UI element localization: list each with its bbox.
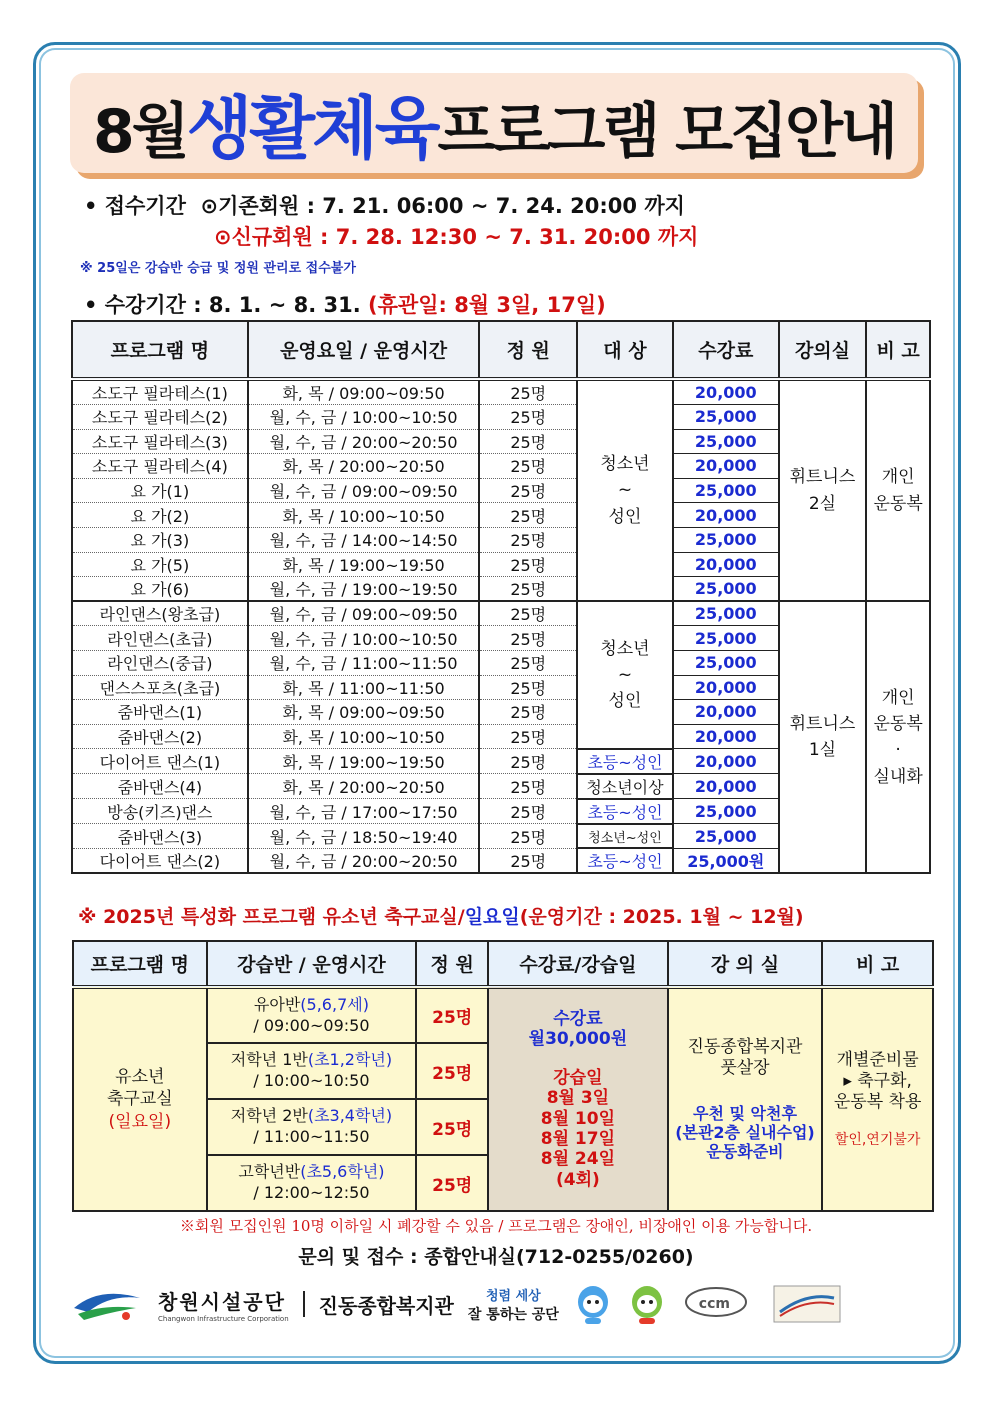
program-fee: 25,000 [673, 824, 779, 849]
header-program: 프로그램 명 [72, 321, 248, 379]
program-capacity: 25명 [479, 848, 577, 873]
soccer-rain: 우천 및 악천후 (본관2층 실내수업) 운동화준비 [675, 1104, 815, 1162]
program-schedule: 월, 수, 금 / 18:50~19:40 [248, 824, 480, 849]
program-name: 줌바댄스(2) [72, 724, 248, 749]
program-name: 댄스스포츠(초급) [72, 675, 248, 700]
mascot-blue-icon [573, 1282, 613, 1326]
program-fee: 20,000 [673, 675, 779, 700]
program-name: 요 가(3) [72, 527, 248, 552]
room: 휘트니스 1실 [779, 601, 867, 873]
center-logo [319, 1290, 454, 1319]
program-name: 줌바댄스(4) [72, 774, 248, 799]
program-capacity: 25명 [479, 601, 577, 626]
program-fee: 20,000 [673, 503, 779, 528]
program-fee: 25,000원 [673, 848, 779, 873]
program-name: 라인댄스(초급) [72, 626, 248, 651]
program-fee: 25,000 [673, 405, 779, 430]
org-logo [158, 1286, 289, 1323]
program-schedule: 월, 수, 금 / 10:00~10:50 [248, 405, 480, 430]
program-name: 소도구 필라테스(1) [72, 379, 248, 405]
header-target: 대 상 [577, 321, 673, 379]
soccer-table [72, 940, 934, 1212]
special-suffix: (운영기간 : 2025. 1월 ~ 12월) [519, 906, 804, 928]
program-capacity: 25명 [479, 552, 577, 577]
program-fee: 20,000 [673, 454, 779, 479]
program-capacity: 25명 [479, 429, 577, 454]
class-name: 저학년 2반 [230, 1106, 308, 1126]
registration-note: ※ 25일은 강습반 승급 및 정원 관리로 접수불가 [80, 261, 356, 276]
soccer-room-cell [668, 987, 823, 1211]
ccm-text: ccm [698, 1296, 730, 1312]
program-name: 다이어트 댄스(2) [72, 848, 248, 873]
soccer-program [73, 987, 207, 1211]
program-schedule: 화, 목 / 20:00~20:50 [248, 454, 480, 479]
class-time: / 12:00~12:50 [253, 1183, 370, 1202]
program-name: 방송(키즈)댄스 [72, 799, 248, 824]
program-name: 요 가(5) [72, 552, 248, 577]
registration-label: • 접수기간 [84, 194, 186, 218]
logo-divider [303, 1291, 305, 1317]
soccer-class [207, 1043, 417, 1099]
program-schedule: 월, 수, 금 / 17:00~17:50 [248, 799, 480, 824]
soccer-note-cell [822, 987, 933, 1211]
program-name: 소도구 필라테스(3) [72, 429, 248, 454]
soccer-note: 개별준비물 ▸ 축구화, 운동복 착용 [833, 1049, 922, 1113]
program-schedule: 월, 수, 금 / 20:00~20:50 [248, 848, 480, 873]
program-capacity: 25명 [479, 379, 577, 405]
class-grade: (초3,4학년) [307, 1106, 393, 1126]
special-sunday: 일요일 [464, 906, 520, 928]
table-row [72, 601, 930, 626]
soccer-header-class: 강습반 / 운영시간 [207, 941, 417, 987]
header-room: 강의실 [779, 321, 867, 379]
program-capacity: 25명 [479, 749, 577, 774]
note: 개인 운동복 · 실내화 [866, 601, 930, 873]
title-main: 생활체육 [186, 89, 438, 169]
slogan-logo [468, 1285, 559, 1324]
program-name: 소도구 필라테스(2) [72, 405, 248, 430]
footer-contact: 문의 및 접수 : 종합안내실(712-0255/0260) [298, 1246, 694, 1268]
program-capacity: 25명 [479, 577, 577, 602]
program-fee: 20,000 [673, 379, 779, 405]
note: 개인 운동복 [866, 379, 930, 601]
registration-existing [84, 190, 685, 220]
class-grade: (초5,6학년) [300, 1162, 385, 1182]
class-name: 저학년 1반 [230, 1050, 308, 1070]
period-label: • 수강기간 : 8. 1. ~ 8. 31. [84, 293, 361, 317]
program-schedule: 월, 수, 금 / 09:00~09:50 [248, 601, 480, 626]
program-fee: 25,000 [673, 577, 779, 602]
soccer-fee-cell [488, 987, 668, 1211]
city-logo-icon [70, 1282, 144, 1326]
class-time: / 09:00~09:50 [253, 1015, 370, 1035]
soccer-room: 진동종합복지관 풋살장 [687, 1037, 803, 1078]
program-schedule: 화, 목 / 09:00~09:50 [248, 379, 480, 405]
program-capacity: 25명 [479, 478, 577, 503]
title-rest: 프로그램 모집안내 [437, 96, 896, 167]
class-time: / 10:00~10:50 [253, 1071, 370, 1090]
soccer-note-red: 할인,연기불가 [834, 1131, 921, 1148]
course-period [84, 289, 606, 319]
program-schedule: 월, 수, 금 / 14:00~14:50 [248, 527, 480, 552]
page-title [93, 75, 895, 172]
program-fee: 25,000 [673, 478, 779, 503]
title-month: 8월 [92, 96, 187, 167]
program-schedule: 월, 수, 금 / 11:00~11:50 [248, 650, 480, 675]
logo-bar [70, 1280, 936, 1328]
slogan-text: 잘 통하는 공단 [467, 1306, 559, 1323]
program-capacity: 25명 [479, 774, 577, 799]
program-capacity: 25명 [479, 503, 577, 528]
org-name-en: Changwon Infrastructure Corporation [158, 1314, 289, 1323]
program-capacity: 25명 [479, 675, 577, 700]
program-schedule: 화, 목 / 10:00~10:50 [248, 503, 480, 528]
special-program-title [78, 902, 804, 929]
program-fee: 20,000 [673, 552, 779, 577]
table-header [72, 321, 930, 379]
room: 휘트니스 2실 [779, 379, 867, 601]
ccm-logo [681, 1284, 730, 1324]
class-name: 고학년반 [238, 1162, 301, 1182]
footer-warning: ※회원 모집인원 10명 이하일 시 폐강할 수 있음 / 프로그램은 장애인, 비장애인 이용 가능합니다. [179, 1217, 813, 1235]
program-fee: 20,000 [673, 749, 779, 774]
program-table [71, 320, 931, 874]
program-name: 소도구 필라테스(4) [72, 454, 248, 479]
soccer-program-name: 유소년 축구교실 [106, 1067, 173, 1110]
program-schedule: 월, 수, 금 / 20:00~20:50 [248, 429, 480, 454]
program-fee: 20,000 [673, 724, 779, 749]
class-time: / 11:00~11:50 [253, 1127, 370, 1146]
program-target: 청소년이상 [577, 774, 673, 799]
program-schedule: 화, 목 / 19:00~19:50 [248, 552, 480, 577]
program-fee: 25,000 [673, 601, 779, 626]
header-fee: 수강료 [673, 321, 779, 379]
soccer-header-note: 비 고 [822, 941, 933, 987]
class-grade: (초1,2학년) [307, 1050, 393, 1070]
header-capacity: 정 원 [479, 321, 577, 379]
target-group: 청소년 ~ 성인 [577, 601, 673, 749]
program-schedule: 월, 수, 금 / 19:00~19:50 [248, 577, 480, 602]
program-fee: 25,000 [673, 626, 779, 651]
center-name: 진동종합복지관 [318, 1293, 454, 1318]
program-capacity: 25명 [479, 824, 577, 849]
mascot-green-icon [627, 1282, 667, 1326]
class-capacity: 25명 [416, 987, 488, 1043]
program-target: 초등~성인 [577, 848, 673, 873]
program-fee: 25,000 [673, 650, 779, 675]
program-schedule: 화, 목 / 20:00~20:50 [248, 774, 480, 799]
soccer-header-room: 강 의 실 [668, 941, 823, 987]
program-fee: 20,000 [673, 774, 779, 799]
target-group: 청소년 ~ 성인 [577, 379, 673, 601]
registration-new: ⊙신규회원 : 7. 28. 12:30 ~ 7. 31. 20:00 까지 [214, 225, 699, 249]
soccer-program-day: (일요일) [108, 1111, 172, 1132]
program-schedule: 화, 목 / 11:00~11:50 [248, 675, 480, 700]
class-capacity: 25명 [416, 1155, 488, 1211]
program-name: 라인댄스(왕초급) [72, 601, 248, 626]
program-fee: 25,000 [673, 799, 779, 824]
soccer-header-capacity: 정 원 [416, 941, 488, 987]
program-name: 요 가(1) [72, 478, 248, 503]
period-closed: (휴관일: 8월 3일, 17일) [368, 293, 606, 317]
soccer-class [207, 987, 417, 1043]
header-schedule: 운영요일 / 운영시간 [248, 321, 480, 379]
soccer-row [73, 987, 933, 1043]
program-name: 라인댄스(중급) [72, 650, 248, 675]
program-capacity: 25명 [479, 527, 577, 552]
program-schedule: 월, 수, 금 / 09:00~09:50 [248, 478, 480, 503]
program-name: 줌바댄스(3) [72, 824, 248, 849]
soccer-days: 강습일 8월 3일 8월 10일 8월 17일 8월 24일 (4회) [540, 1067, 616, 1190]
soccer-header-program: 프로그램 명 [73, 941, 207, 987]
registration-existing-text: ⊙기존회원 : 7. 21. 06:00 ~ 7. 24. 20:00 까지 [200, 194, 685, 218]
program-fee: 20,000 [673, 700, 779, 725]
program-name: 다이어트 댄스(1) [72, 749, 248, 774]
program-capacity: 25명 [479, 626, 577, 651]
program-capacity: 25명 [479, 799, 577, 824]
org-name: 창원시설공단 [158, 1289, 286, 1314]
program-schedule: 월, 수, 금 / 10:00~10:50 [248, 626, 480, 651]
class-grade: (5,6,7세) [300, 994, 369, 1014]
soccer-header-fee: 수강료/강습일 [488, 941, 668, 987]
program-target: 청소년~성인 [577, 824, 673, 849]
title-banner [70, 73, 918, 173]
program-name: 요 가(6) [72, 577, 248, 602]
slogan-top: 청렴 세상 [485, 1288, 541, 1304]
program-capacity: 25명 [479, 454, 577, 479]
class-capacity: 25명 [416, 1043, 488, 1099]
header-note: 비 고 [866, 321, 930, 379]
program-fee: 25,000 [673, 429, 779, 454]
soccer-class [207, 1099, 417, 1155]
program-schedule: 화, 목 / 10:00~10:50 [248, 724, 480, 749]
program-target: 초등~성인 [577, 799, 673, 824]
program-name: 줌바댄스(1) [72, 700, 248, 725]
program-schedule: 화, 목 / 19:00~19:50 [248, 749, 480, 774]
program-capacity: 25명 [479, 405, 577, 430]
program-capacity: 25명 [479, 700, 577, 725]
program-target: 초등~성인 [577, 749, 673, 774]
class-capacity: 25명 [416, 1099, 488, 1155]
class-name: 유아반 [253, 994, 301, 1014]
award-badge-icon [772, 1284, 842, 1324]
program-capacity: 25명 [479, 650, 577, 675]
table-row [72, 379, 930, 405]
soccer-class [207, 1155, 417, 1211]
program-fee: 25,000 [673, 527, 779, 552]
program-schedule: 화, 목 / 09:00~09:50 [248, 700, 480, 725]
soccer-header [73, 941, 933, 987]
soccer-fee: 수강료 월30,000원 [528, 1008, 628, 1050]
special-prefix: ※ 2025년 특성화 프로그램 유소년 축구교실/ [78, 906, 465, 928]
program-name: 요 가(2) [72, 503, 248, 528]
program-capacity: 25명 [479, 724, 577, 749]
